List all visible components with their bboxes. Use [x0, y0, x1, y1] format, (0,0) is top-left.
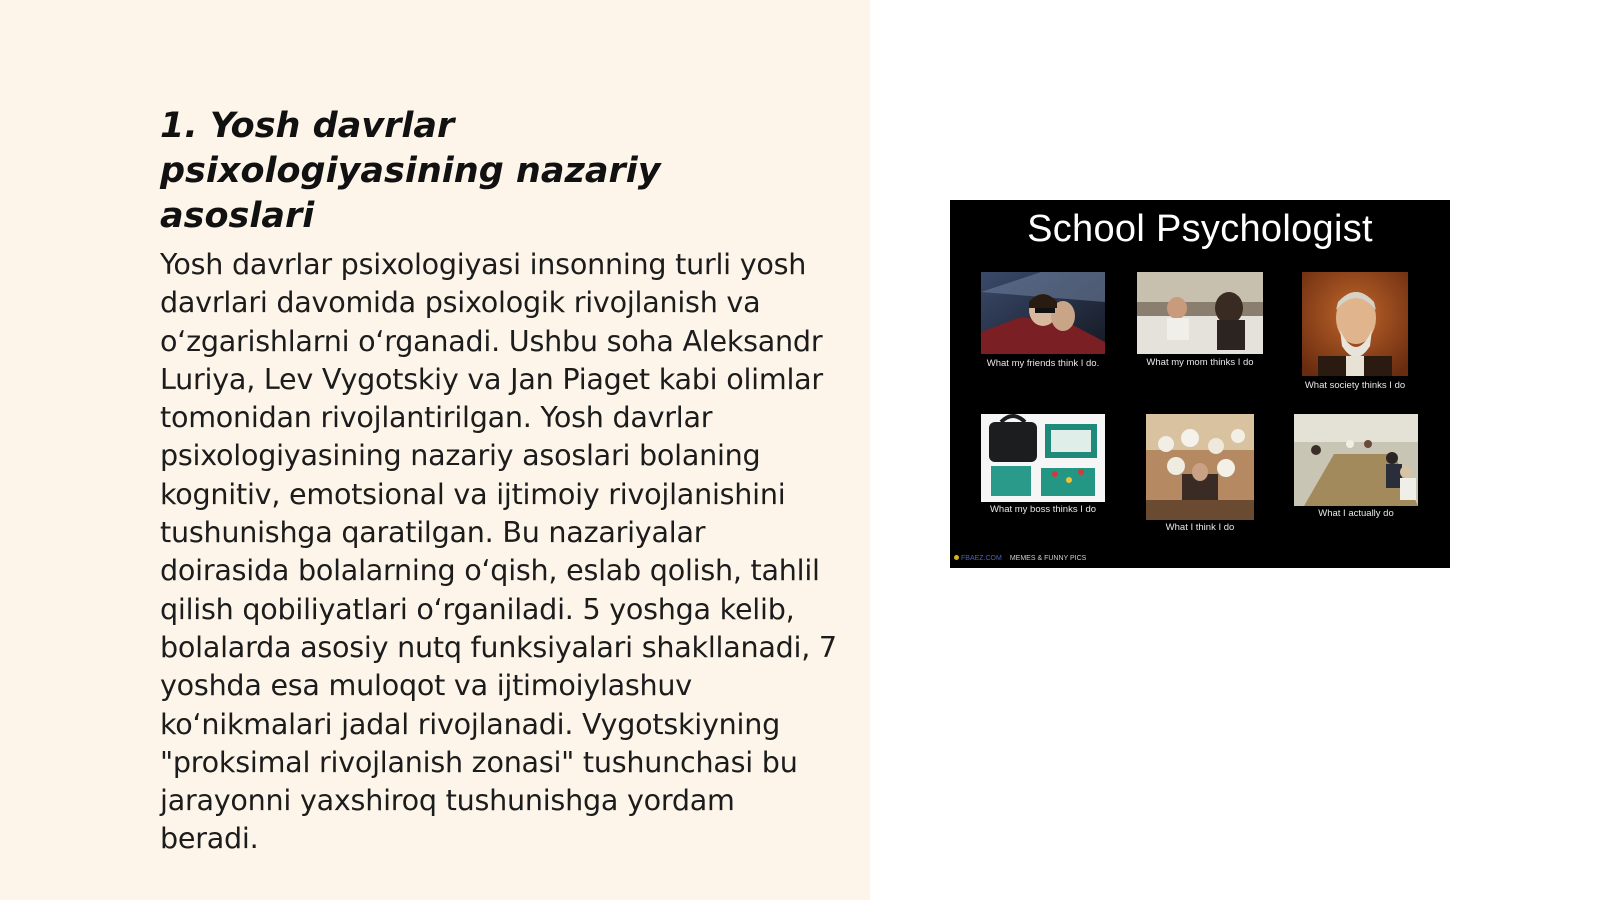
caption-society: What society thinks I do: [1304, 380, 1406, 391]
caption-boss: What my boss thinks I do: [989, 504, 1097, 515]
boss-thinks-photo: [981, 414, 1105, 502]
friends-think-photo: [981, 272, 1105, 354]
caption-i-think: What I think I do: [1165, 522, 1235, 533]
meme-watermark: [954, 555, 1086, 562]
actually-do-photo: [1294, 414, 1418, 506]
caption-mom: What my mom thinks I do: [1146, 357, 1254, 368]
watermark-dot-icon: [954, 555, 959, 560]
slide-body-text: Yosh davrlar psixologiyasi insonning turli yosh davrlari davomida psixologik rivojlanish va oʻzgarishlarni oʻrganadi. Ushbu soha Aleksandr Luriya, Lev Vygotskiy va Jan Piaget kabi olimlar tomonidan rivojlantirilgan. Yosh davrlar psixologiyasining nazariy asoslari bolaning kognitiv, emotsional va ijtimoiy rivojlanishini tushunishga qaratilgan. Bu nazariyalar doirasida bolalarning oʻqish, eslab qolish, tahlil qilish qobiliyatlari oʻrganiladi. 5 yoshga kelib, bolalarda asosiy nutq funksiyalari shakllanadi, 7 yoshda esa muloqot va ijtimoiylashuv koʻnikmalari jadal rivojlanadi. Vygotskiyning "proksimal rivojlanish zonasi" tushunchasi bu jarayonni yaxshiroq tushunishga yordam beradi.: [160, 247, 837, 856]
mom-thinks-photo: [1137, 272, 1263, 354]
meme-title: School Psychologist: [1027, 208, 1373, 250]
slide-title: 1. Yosh davrlar psixologiyasining nazariy asoslari: [160, 106, 661, 236]
school-psychologist-meme-image: [950, 200, 1450, 568]
caption-friends: What my friends think I do.: [986, 358, 1100, 369]
society-thinks-photo: [1302, 272, 1408, 376]
i-think-photo: [1146, 414, 1254, 520]
watermark-tag: MEMES & FUNNY PICS: [1009, 555, 1087, 562]
caption-actually: What I actually do: [1318, 508, 1394, 519]
watermark-site: FBAEZ.COM: [961, 555, 1002, 562]
